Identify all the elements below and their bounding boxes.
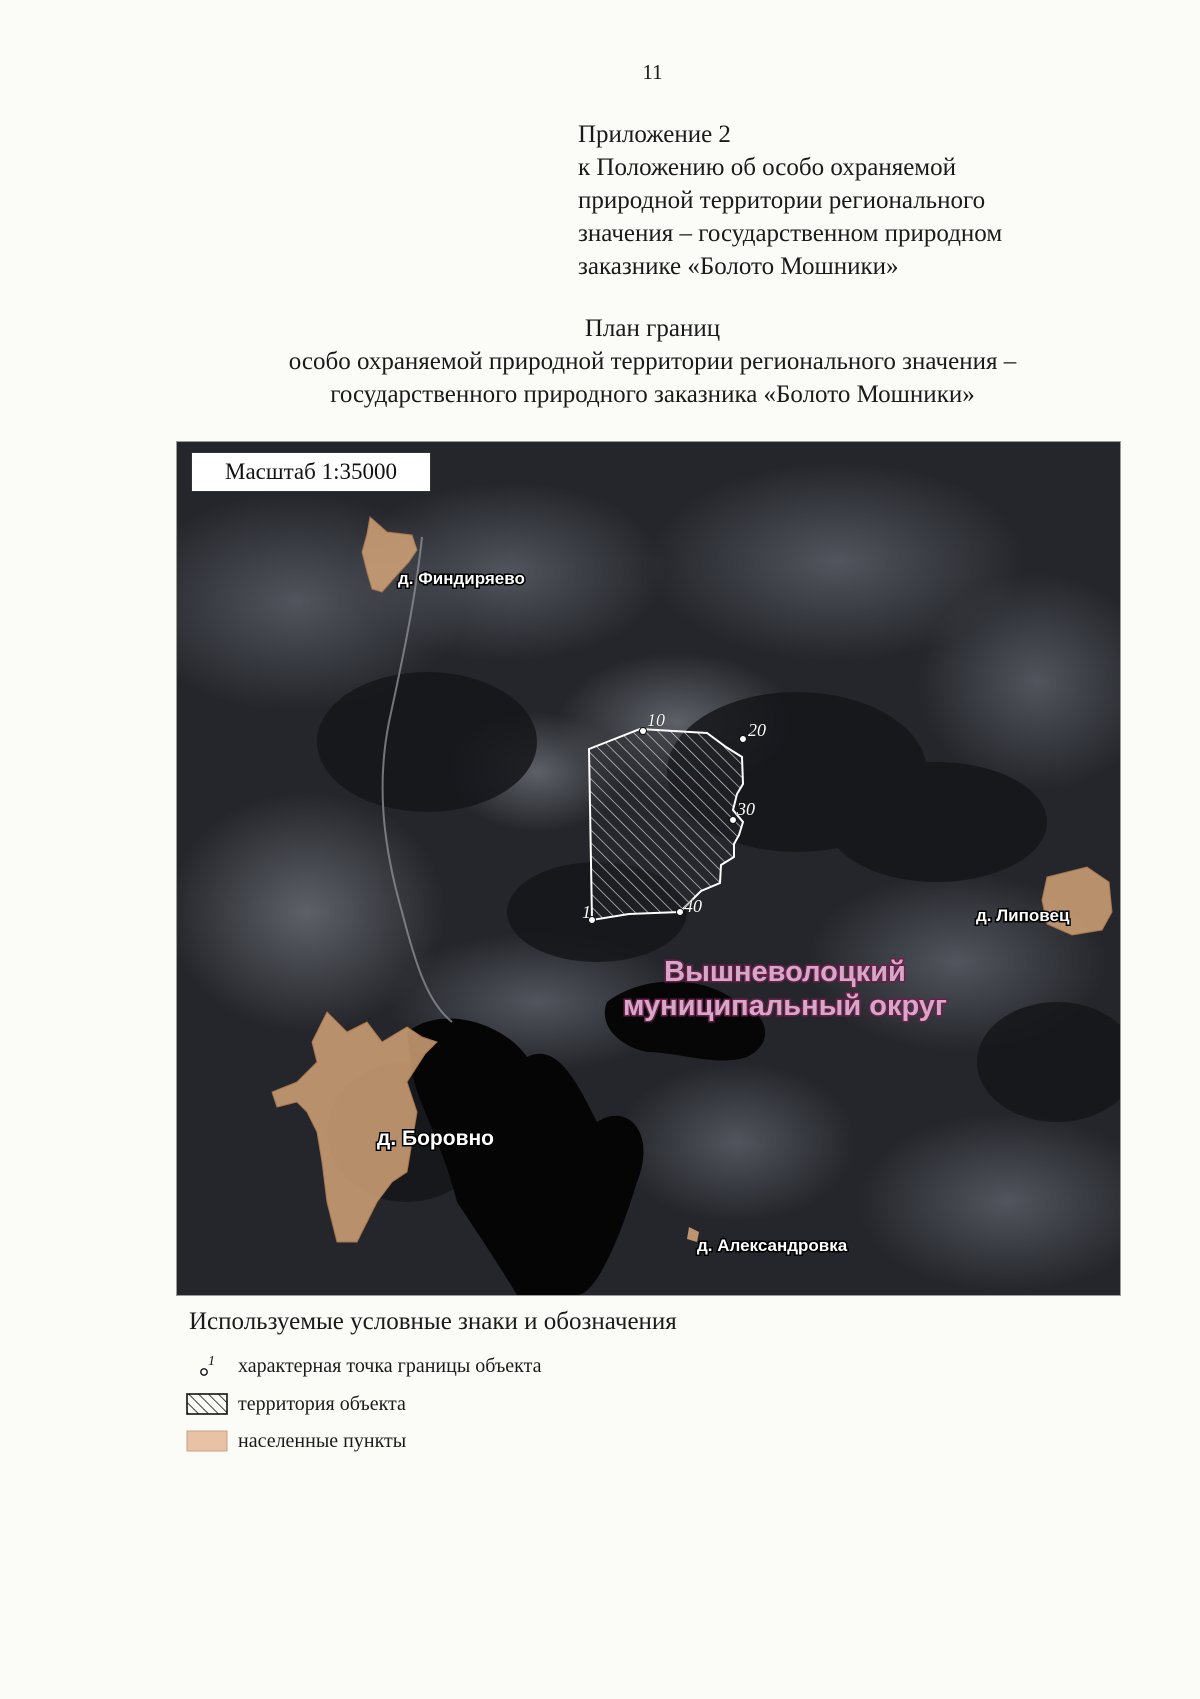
legend-item-settlement (186, 1427, 406, 1455)
boundary-point-label-20: 20 (748, 720, 766, 740)
label-findiryaevo: д. Финдиряево (398, 569, 525, 588)
district-label-line: Вышневолоцкий (664, 956, 906, 988)
label-lipovets: д. Липовец (976, 906, 1070, 925)
boundary-point-label-10: 10 (647, 710, 665, 730)
district-label-line: муниципальный округ (622, 990, 948, 1022)
boundary-point-10 (640, 728, 647, 735)
label-aleksandrovka: д. Александровка (697, 1236, 848, 1255)
boundary-point-20 (740, 736, 747, 743)
legend-item-area (186, 1390, 406, 1418)
legend-item-point (186, 1352, 542, 1380)
appendix-line: заказнике «Болото Мошники» (578, 253, 899, 280)
satellite-map (177, 442, 1120, 1295)
hatch-icon (186, 1392, 228, 1416)
legend-text: территория объекта (238, 1392, 406, 1415)
scale-label: Масштаб 1:35000 (191, 452, 431, 492)
legend-text: населенные пункты (238, 1429, 407, 1452)
legend-text: характерная точка границы объекта (238, 1354, 542, 1377)
plan-title-line: особо охраняемой природной территории регионального значения – (288, 348, 1017, 375)
appendix-line: к Положению об особо охраняемой (578, 154, 957, 181)
appendix-block (578, 118, 1002, 283)
appendix-line: Приложение 2 (578, 121, 731, 148)
settlement-swatch-icon (186, 1429, 228, 1453)
plan-title (0, 312, 1200, 411)
boundary-point-40 (677, 909, 684, 916)
plan-title-line: План границ (584, 315, 721, 342)
boundary-point-label-40: 40 (684, 896, 702, 916)
appendix-line: значения – государственном природном (578, 220, 1003, 247)
boundary-point-30 (730, 817, 737, 824)
label-borovno: д. Боровно (377, 1127, 494, 1150)
page-number: 11 (642, 60, 663, 84)
appendix-line: природной территории регионального (578, 187, 986, 214)
plan-title-line: государственного природного заказника «Болото Мошники» (330, 381, 975, 408)
boundary-point-label-30: 30 (737, 799, 755, 819)
boundary-point-label-1: 1 (582, 902, 591, 922)
legend-title: Используемые условные знаки и обозначения (189, 1308, 677, 1335)
map-frame[interactable] (177, 442, 1120, 1295)
point-icon (186, 1354, 228, 1378)
point-icon-label: 1 (208, 1354, 215, 1369)
